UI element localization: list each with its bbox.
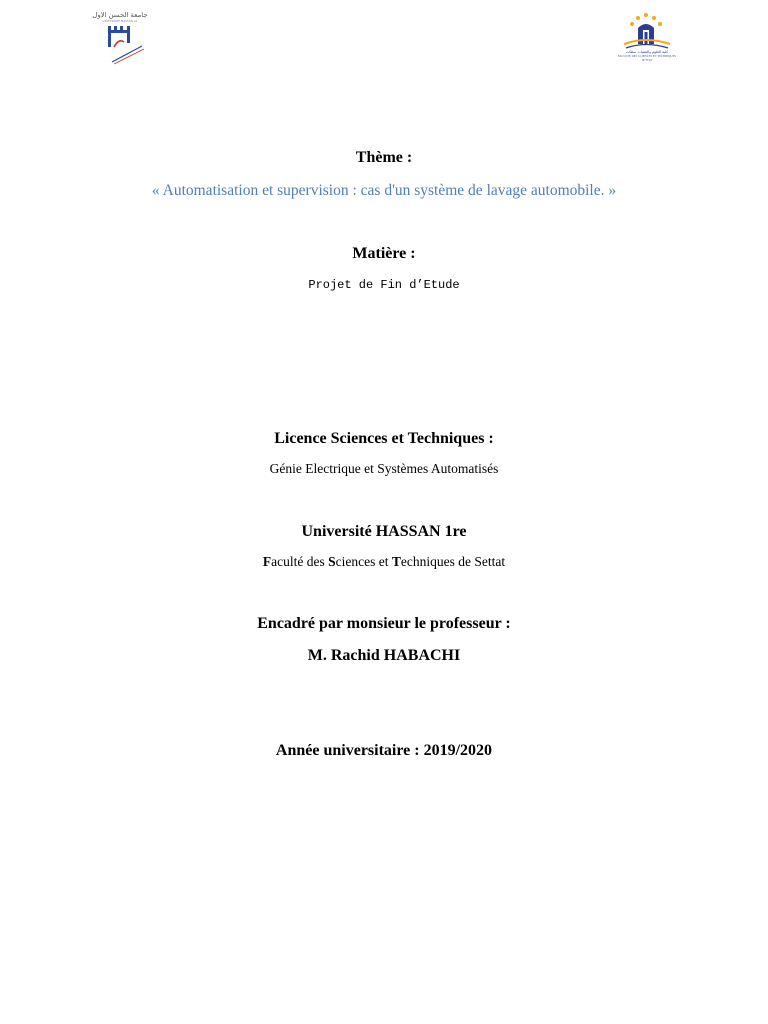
faculty-name-part-1: aculté des (271, 554, 329, 569)
faculty-name (0, 553, 768, 571)
matiere-heading: Matière : (352, 245, 416, 262)
faculty-logo-latin-text: FACULTÉ DES SCIENCES ET TECHNIQUES SETTAT (617, 54, 677, 62)
licence-heading: Licence Sciences et Techniques : (274, 430, 494, 447)
academic-year: Année universitaire : 2019/2020 (275, 742, 493, 759)
faculty-name-part-3: echniques de Settat (400, 554, 506, 569)
matiere-value: Projet de Fin d’Etude (308, 278, 460, 292)
university-heading: Université HASSAN 1re (301, 523, 467, 540)
faculty-logo (616, 10, 678, 72)
licence-value: Génie Electrique et Systèmes Automatisés (269, 461, 499, 476)
university-logo-arabic-text: جامعة الحسن الأول (92, 12, 148, 19)
theme-heading: Thème : (355, 149, 413, 166)
university-emblem-icon (92, 24, 148, 68)
faculty-logo-arabic-text: كلية العلوم والتقنيات سطات (625, 50, 669, 54)
faculty-emblem-icon (616, 10, 678, 54)
faculty-name-initial-s: S (328, 554, 336, 569)
faculty-name-part-2: ciences et (335, 554, 392, 569)
faculty-name-initial-f: F (262, 554, 272, 569)
university-logo-latin-text: UNIVERSITÉ HASSAN 1er (102, 20, 138, 23)
supervisor-name: M. Rachid HABACHI (307, 647, 461, 664)
theme-title: « Automatisation et supervision : cas d'un système de lavage automobile. » (151, 182, 617, 199)
faculty-name-initial-t: T (391, 554, 401, 569)
university-logo (92, 12, 148, 68)
supervisor-heading: Encadré par monsieur le professeur : (257, 615, 511, 632)
